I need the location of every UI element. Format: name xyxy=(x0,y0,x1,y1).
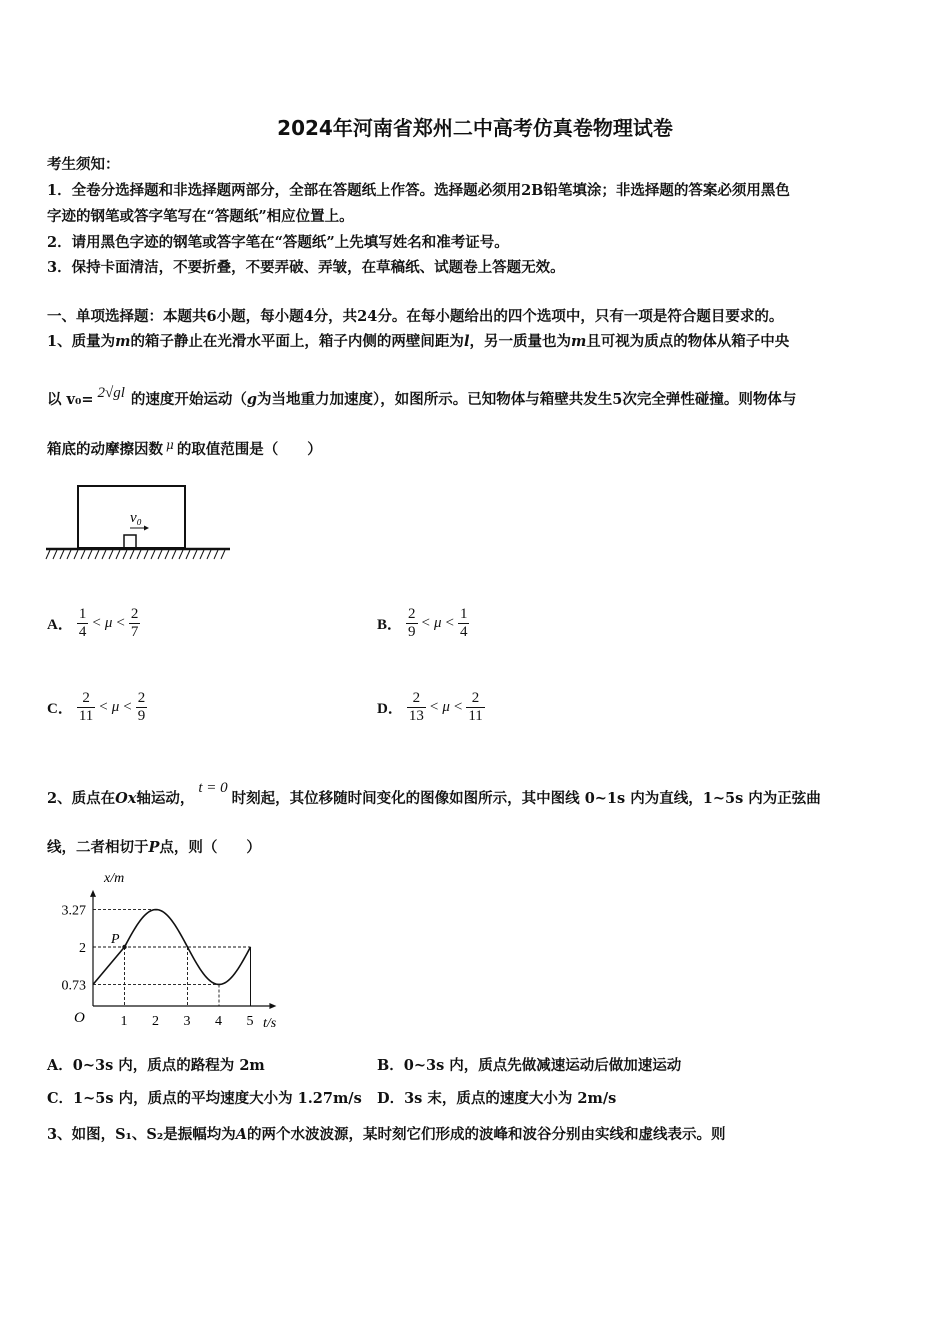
q1-option-c[interactable] xyxy=(47,690,147,725)
q1-line-1 xyxy=(47,330,789,351)
mu-symbol: μ xyxy=(104,615,113,631)
q2-var-p: P xyxy=(148,839,160,856)
q1-sqrt-expression: 2√gl xyxy=(97,385,125,401)
small-block xyxy=(124,535,136,548)
q2-option-c[interactable]: C．1~5s 内，质点的平均速度大小为 1.27m/s xyxy=(47,1090,362,1107)
mu-symbol: μ xyxy=(433,615,442,631)
x-tick-label: 3 xyxy=(183,1014,191,1029)
q1-text: 以 v₀= xyxy=(47,391,94,408)
numerator: 2 xyxy=(466,690,484,708)
q1-var-l: l xyxy=(463,333,470,350)
mu-symbol: μ xyxy=(442,699,450,715)
notice-heading: 考生须知： xyxy=(47,156,120,173)
q2-t-zero: t = 0 xyxy=(198,780,228,796)
point-p-label: P xyxy=(111,932,120,947)
option-label: D． xyxy=(377,701,403,717)
q1-text: 箱底的动摩擦因数 xyxy=(47,441,163,458)
q1-text: 为当地重力加速度），如图所示。已知物体与箱壁共发生5次完全弹性碰撞。则物体与 xyxy=(257,391,797,408)
y-axis-arrow xyxy=(90,890,96,897)
q2-displacement-chart xyxy=(44,864,294,1032)
q1-option-a[interactable] xyxy=(47,606,140,641)
fraction xyxy=(77,606,89,641)
numerator: 2 xyxy=(130,606,139,622)
line-segment xyxy=(93,947,125,984)
q2-line-2 xyxy=(47,836,261,857)
q1-text: 1、质量为 xyxy=(47,333,116,350)
q2-line-1 xyxy=(47,780,821,808)
y-tick-label: 3.27 xyxy=(61,903,86,919)
less-than: < xyxy=(92,615,101,631)
q1-var-m: m xyxy=(570,333,587,350)
option-label: A． xyxy=(47,617,73,633)
x-tick-label: 2 xyxy=(152,1014,159,1029)
notice-item-3: 3．保持卡面清洁，不要折叠，不要弄破、弄皱，在草稿纸、试题卷上答题无效。 xyxy=(47,259,565,276)
option-label: B． xyxy=(377,617,403,633)
denominator: 11 xyxy=(468,708,483,724)
y-tick-label: 0.73 xyxy=(61,978,86,994)
q3-var-a: A xyxy=(235,1126,247,1143)
q3-text: 3、如图，S₁、S₂是振幅均为 xyxy=(47,1126,236,1143)
q2-text: 点，则（ ） xyxy=(159,839,261,856)
q2-text: 2、质点在 xyxy=(47,790,116,807)
numerator: 1 xyxy=(459,606,468,622)
x-tick-label: 5 xyxy=(246,1014,254,1029)
q2-text: 线，二者相切于 xyxy=(47,839,149,856)
fraction xyxy=(406,606,418,641)
fraction xyxy=(129,606,141,641)
origin-label: O xyxy=(74,1010,85,1026)
velocity-label: v₀ xyxy=(130,510,142,526)
q3-text: 的两个水波波源，某时刻它们形成的波峰和波谷分别由实线和虚线表示。则 xyxy=(247,1126,726,1143)
q2-option-a[interactable]: A．0~3s 内，质点的路程为 2m xyxy=(47,1057,265,1074)
denominator: 7 xyxy=(130,624,139,640)
q1-text: 的箱子静止在光滑水平面上，箱子内侧的两壁间距为 xyxy=(130,333,464,350)
less-than: < xyxy=(123,699,132,715)
q1-text: 的取值范围是（ ） xyxy=(176,441,322,458)
q1-var-g: g xyxy=(246,391,258,408)
denominator: 11 xyxy=(78,708,94,724)
denominator: 4 xyxy=(459,624,468,640)
mu-symbol: μ xyxy=(111,699,120,715)
numerator: 2 xyxy=(77,690,95,708)
denominator: 13 xyxy=(408,708,424,724)
fraction xyxy=(136,690,148,725)
section-heading: 一、单项选择题：本题共6小题，每小题4分，共24分。在每小题给出的四个选项中，只有一项是符合题目要求的。 xyxy=(47,308,784,325)
fraction xyxy=(407,690,426,725)
q3-line-1 xyxy=(47,1123,726,1144)
denominator: 9 xyxy=(137,708,146,724)
q1-text: 且可视为质点的物体从箱子中央 xyxy=(586,333,790,350)
q2-text: 轴运动， xyxy=(136,790,195,807)
notice-item-1-cont: 字迹的钢笔或答字笔写在“答题纸”相应位置上。 xyxy=(47,208,354,225)
less-than: < xyxy=(453,699,463,715)
q2-text: 时刻起，其位移随时间变化的图像如图所示，其中图线 0~1s 内为直线，1~5s 内为正弦曲 xyxy=(231,790,821,807)
q2-option-b[interactable]: B．0~3s 内，质点先做减速运动后做加速运动 xyxy=(377,1057,682,1074)
q1-line-2 xyxy=(47,385,797,409)
q1-text: ，另一质量也为 xyxy=(469,333,571,350)
option-label: C． xyxy=(47,701,73,717)
notice-item-2: 2．请用黑色字迹的钢笔或答字笔在“答题纸”上先填写姓名和准考证号。 xyxy=(47,234,509,251)
x-axis-label: t/s xyxy=(263,1016,277,1031)
numerator: 2 xyxy=(408,606,416,622)
less-than: < xyxy=(99,699,108,715)
denominator: 4 xyxy=(78,624,87,640)
less-than: < xyxy=(116,615,125,631)
q1-option-b[interactable] xyxy=(377,606,469,641)
less-than: < xyxy=(445,615,454,631)
ground-hatching xyxy=(46,550,225,559)
notice-item-1: 1．全卷分选择题和非选择题两部分，全部在答题纸上作答。选择题必须用2B铅笔填涂；非选择题的答案必须用黑色 xyxy=(47,182,790,199)
q1-var-m: m xyxy=(115,333,131,350)
q1-line-3 xyxy=(47,438,322,459)
x-tick-label: 4 xyxy=(215,1014,222,1029)
numerator: 1 xyxy=(78,606,87,622)
fraction xyxy=(466,690,484,725)
page-title: 2024年河南省郑州二中高考仿真卷物理试卷 xyxy=(277,116,673,140)
q2-option-d[interactable]: D．3s 末，质点的速度大小为 2m/s xyxy=(377,1090,617,1107)
q1-text: 的速度开始运动（ xyxy=(130,391,247,408)
fraction xyxy=(458,606,470,641)
velocity-arrow-head xyxy=(144,526,149,531)
denominator: 9 xyxy=(408,624,416,640)
fraction xyxy=(77,690,95,725)
less-than: < xyxy=(421,615,430,631)
less-than: < xyxy=(429,699,439,715)
y-tick-label: 2 xyxy=(79,941,86,956)
q1-box-figure xyxy=(44,484,234,564)
q1-var-mu: μ xyxy=(166,438,174,452)
x-tick-label: 1 xyxy=(120,1014,128,1029)
numerator: 2 xyxy=(407,690,426,708)
q1-option-d[interactable] xyxy=(377,690,485,725)
x-axis-arrow xyxy=(269,1003,276,1009)
numerator: 2 xyxy=(137,690,146,706)
q2-var-ox: Ox xyxy=(115,790,137,807)
point-p-marker xyxy=(122,945,126,949)
y-axis-label: x/m xyxy=(104,871,125,886)
